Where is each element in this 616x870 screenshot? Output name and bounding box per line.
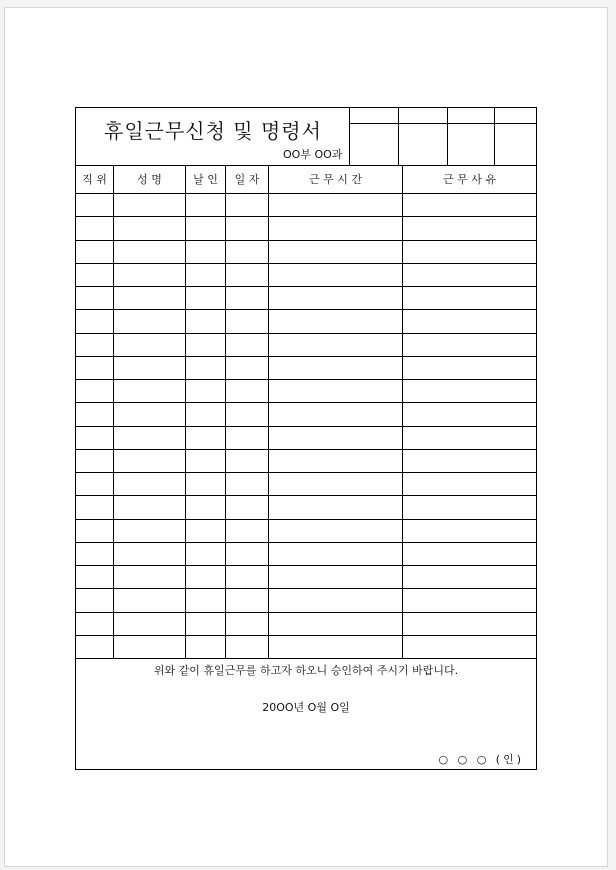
approval-box-divider	[447, 108, 448, 166]
table-row	[76, 612, 536, 613]
column-line	[185, 165, 186, 658]
approval-box-left-border	[349, 108, 350, 166]
table-row	[76, 216, 536, 217]
table-row	[76, 635, 536, 636]
column-header-name: 성 명	[137, 173, 162, 186]
applicant-signature: ○ ○ ○ (인)	[438, 753, 524, 766]
document-page	[4, 7, 608, 867]
column-line	[225, 165, 226, 658]
column-header-position: 직 위	[82, 173, 107, 186]
table-row	[76, 426, 536, 427]
table-row	[76, 472, 536, 473]
column-line	[402, 165, 403, 658]
holiday-work-request-form	[75, 107, 537, 770]
form-title: 휴일근무신청 및 명령서	[104, 119, 322, 143]
column-header-date: 일 자	[234, 173, 260, 186]
column-line	[113, 165, 114, 658]
table-row	[76, 565, 536, 566]
table-row	[76, 588, 536, 589]
approval-box-divider	[494, 108, 495, 166]
table-row	[76, 495, 536, 496]
approval-box-divider	[398, 108, 399, 166]
column-header-work-time: 근 무 시 간	[309, 173, 362, 186]
approval-box-header-line	[349, 123, 536, 124]
table-row	[76, 542, 536, 543]
table-bottom-line	[76, 658, 536, 659]
column-header-work-reason: 근 무 사 유	[443, 173, 496, 186]
request-statement: 위와 같이 휴일근무를 하고자 하오니 승인하여 주시기 바랍니다.	[153, 664, 459, 677]
table-row	[76, 379, 536, 380]
table-row	[76, 286, 536, 287]
column-header-seal: 날 인	[193, 173, 218, 186]
table-row	[76, 356, 536, 357]
request-date: 20OO년 O월 O일	[262, 701, 350, 714]
table-row	[76, 309, 536, 310]
department-label: OO부 OO과	[283, 148, 343, 161]
table-row	[76, 402, 536, 403]
table-row	[76, 263, 536, 264]
table-row	[76, 240, 536, 241]
column-line	[268, 165, 269, 658]
table-row	[76, 519, 536, 520]
table-row	[76, 449, 536, 450]
table-row	[76, 333, 536, 334]
table-header-bottom-line	[76, 193, 536, 194]
